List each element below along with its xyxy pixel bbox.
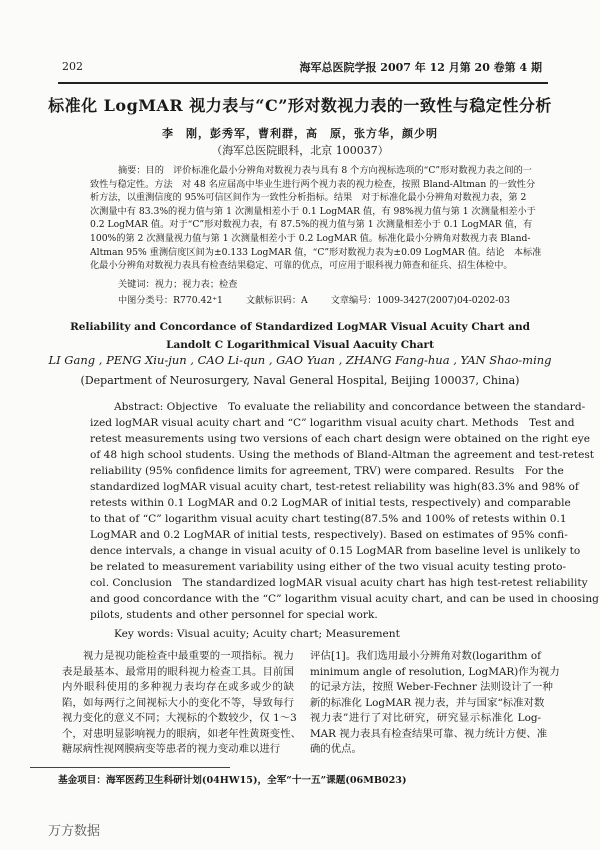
text-line: minimum angle of resolution, LogMAR)作为视力 [310, 665, 560, 678]
funding-footnote: 基金项目：海军医药卫生科研计划(04HW15)，全军“十一五”课题(06MB023) [58, 775, 407, 786]
text-line: ized logMAR visual acuity chart and “C” logarithm visual acuity chart. Methods Test and [90, 417, 575, 429]
clc-number: 中图分类号：R770.42⁺1 [118, 295, 223, 306]
text-line: 的记录方法，按照 Weber-Fechner 法则设计了一种 [310, 681, 553, 693]
abstract-chinese [90, 164, 542, 273]
text-line: MAR 视力表具有检查结果可靠、视力统计方便、准 [310, 727, 548, 740]
text-line: 化最小分辨角对数视力表具有检查结果稳定、可靠的优点，可应用于眼科视力筛查和征兵、招生体检中。 [90, 260, 513, 272]
text-line: 陷，如每两行之间视标大小的变化不等，导致每行 [62, 696, 294, 709]
text-line: 新的标准化 LogMAR 视力表，并与国家“标准对数 [310, 696, 545, 709]
title-chinese: 标准化 LogMAR 视力表与“C”形对数视力表的一致性与稳定性分析 [48, 96, 552, 115]
title-english-line: Reliability and Concordance of Standardized LogMAR Visual Acuity Chart and [70, 321, 530, 333]
text-line: 100%的第 2 次测量视力值与第 1 次测量相差小于 0.2 LogMAR 值。标准化最小分辨角对数视力表 Bland- [90, 232, 531, 244]
text-line: 摘要：目的 评价标准化最小分辨角对数视力表与具有 8 个方向视标选项的“C”形对数视力表之间的一 [118, 165, 532, 176]
keywords-chinese: 关键词：视力；视力表；检查 [118, 279, 238, 290]
text-line: 0.2 LogMAR 值。对于“C”形对数视力表，有 87.5%的视力值与第 1 次测量相差小于 0.1 LogMAR 值，有 [90, 219, 533, 231]
page-number: 202 [62, 60, 83, 73]
affiliation-chinese: （海军总医院眼科，北京 100037） [211, 144, 389, 157]
text-line: col. Conclusion The standardized logMAR visual acuity chart has high test-retest reliability [90, 577, 588, 589]
text-line: retests within 0.1 LogMAR and 0.2 LogMAR of initial tests, respectively) and comparable [90, 497, 571, 509]
running-header-journal: 海军总医院学报 2007 年 12 月第 20 卷第 4 期 [299, 61, 542, 74]
footnote-rule [30, 767, 230, 768]
watermark: 万方数据 [48, 824, 101, 839]
text-line: 评估[1]。我们选用最小分辨角对数(logarithm of [310, 650, 541, 662]
title-english-line: Landolt C Logarithmical Visual Aacuity Chart [166, 339, 434, 351]
text-line: Abstract: Objective To evaluate the reliability and concordance between the standard- [114, 401, 586, 413]
text-line: 视力变化的意义不同；大视标的个数较少，仅 1～3 [62, 712, 297, 724]
text-line: 致性与稳定性。方法 对 48 名应届高中毕业生进行两个视力表的视力检查，按照 Bland-Altman 的一致性分 [90, 178, 536, 190]
text-line: pilots, students and other personnel for special work. [90, 609, 378, 621]
text-line: of 48 high school students. Using the methods of Bland-Altman the agreement and test-retest [90, 449, 595, 461]
body-column-left [62, 649, 301, 758]
document-code: 文献标识码：A [245, 295, 308, 306]
body-column-right [310, 649, 560, 758]
text-line: and good concordance with the “C” logarithm visual acuity chart, and can be used in choosing [90, 593, 599, 605]
text-line: 视力表”进行了对比研究，研究显示标准化 Log- [310, 712, 541, 724]
text-line: be related to measurement variability using either of the two visual acuity testing proto- [90, 561, 567, 573]
authors-chinese: 李 刚，彭秀军，曹利群，高 原，张方华，颜少明 [162, 127, 438, 140]
text-line: LogMAR and 0.2 LogMAR of initial tests, respectively). Based on estimates of 95% confi- [90, 529, 568, 541]
text-line: 确的优点。 [310, 743, 362, 755]
text-line: dence intervals, a change in visual acuity of 0.15 LogMAR from baseline level is unlikely to [90, 545, 581, 557]
classification-line [118, 294, 510, 307]
text-line: 表是最基本、最常用的眼科视力检查工具。目前国 [62, 665, 294, 678]
text-line: 析方法，以重测信度的 95%可信区间作为一致性分析指标。结果 对于标准化最小分辨角对数视力表，第 2 [90, 192, 527, 204]
text-line: 个，对患明显影响视力的眼病，如老年性黄斑变性、 [62, 727, 301, 740]
keywords-english: Key words: Visual acuity; Acuity chart; Measurement [114, 628, 400, 640]
affiliation-english: (Department of Neurosurgery, Naval General Hospital, Beijing 100037, China) [80, 374, 520, 387]
text-line: 糖尿病性视网膜病变等患者的视力变动难以进行 [62, 743, 281, 755]
article-number: 文章编号：1009-3427(2007)04-0202-03 [330, 295, 510, 306]
text-line: to that of “C” logarithm visual acuity chart testing(87.5% and 100% of retests within 0.1 [90, 513, 567, 525]
abstract-english [90, 399, 599, 623]
text-line: Altman 95% 重测信度区间为±0.133 LogMAR 值，“C”形对数视力表为±0.09 LogMAR 值。结论 本标准 [90, 246, 542, 258]
text-line: retest measurements using two versions of each chart design were obtained on the right eye [90, 433, 591, 445]
text-line: 内外眼科使用的多种视力表均存在或多或少的缺 [62, 681, 294, 693]
text-line: 视力是视功能检查中最重要的一项指标。视力 [83, 650, 294, 662]
text-line: 次测量中有 83.3%的视力值与第 1 次测量相差小于 0.1 LogMAR 值，有 98%视力值与第 1 次测量相差小于 [90, 205, 536, 217]
text-line: standardized logMAR visual acuity chart, test-retest reliability was high(83.3% and 98% of [90, 481, 579, 493]
authors-english: LI Gang , PENG Xiu-jun , CAO Li-qun , GAO Yuan , ZHANG Fang-hua , YAN Shao-ming [48, 353, 552, 367]
header-rule [58, 82, 548, 84]
text-line: reliability (95% confidence limits for agreement, TRV) were compared. Results For the [90, 465, 564, 477]
title-english [0, 318, 600, 354]
